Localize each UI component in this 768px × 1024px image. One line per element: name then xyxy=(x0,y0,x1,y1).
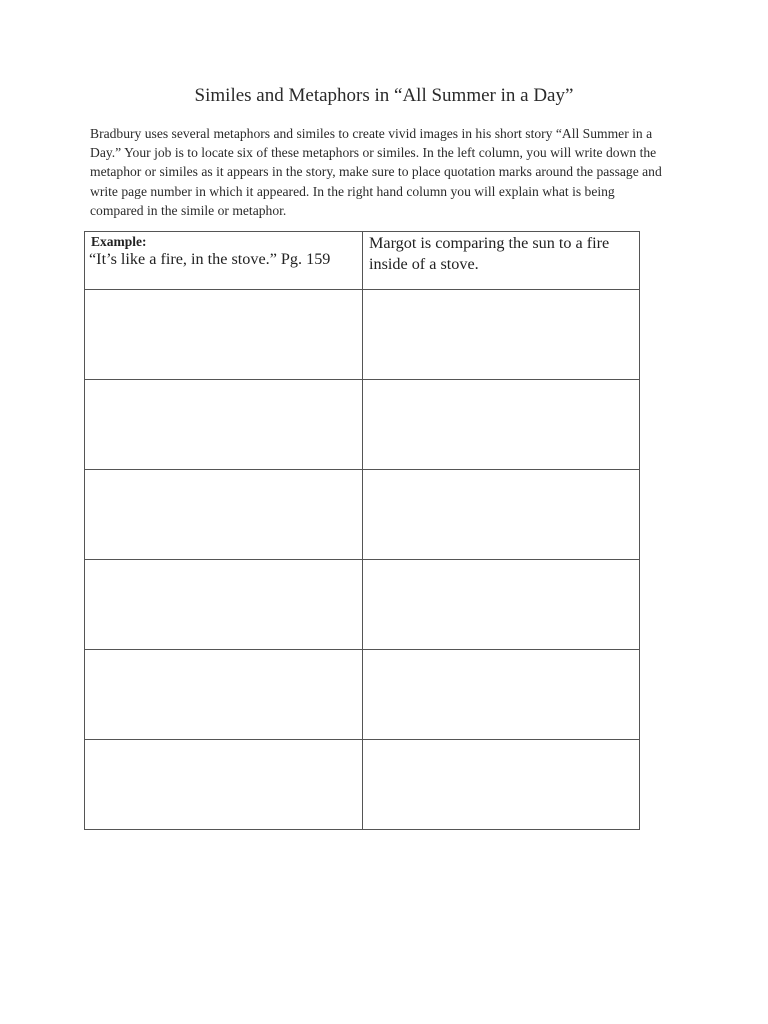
explanation-cell[interactable] xyxy=(363,560,640,650)
explanation-cell[interactable] xyxy=(363,290,640,380)
table-row xyxy=(85,470,640,560)
instructions-paragraph: Bradbury uses several metaphors and similes to create vivid images in his short story “All Summer in a Day.” Your job is to locate six of these metaphors or similes. In the left column, you will write down the metaphor or similes as it appears in the story, make sure to place quotation marks around the passage and write page number in which it appeared. In the right hand column you will explain what is being compared in the simile or metaphor. xyxy=(90,126,662,218)
quote-cell[interactable] xyxy=(85,470,363,560)
explanation-cell[interactable] xyxy=(363,650,640,740)
example-quote-cell xyxy=(85,232,363,290)
example-label: Example: xyxy=(91,234,147,249)
quote-cell[interactable] xyxy=(85,380,363,470)
quote-cell[interactable] xyxy=(85,290,363,380)
example-explanation-cell xyxy=(363,232,640,290)
simile-metaphor-table xyxy=(84,231,640,830)
explanation-cell[interactable] xyxy=(363,380,640,470)
quote-cell[interactable] xyxy=(85,560,363,650)
table-row xyxy=(85,560,640,650)
table-row xyxy=(85,380,640,470)
table-row xyxy=(85,740,640,830)
table-row xyxy=(85,650,640,740)
quote-cell[interactable] xyxy=(85,650,363,740)
example-explanation: Margot is comparing the sun to a fire inside of a stove. xyxy=(369,234,610,273)
page-title: Similes and Metaphors in “All Summer in a Day” xyxy=(194,85,574,106)
explanation-cell[interactable] xyxy=(363,740,640,830)
example-quote: “It’s like a fire, in the stove.” Pg. 159 xyxy=(89,250,331,268)
explanation-cell[interactable] xyxy=(363,470,640,560)
example-row xyxy=(85,232,640,290)
quote-cell[interactable] xyxy=(85,740,363,830)
table-row xyxy=(85,290,640,380)
